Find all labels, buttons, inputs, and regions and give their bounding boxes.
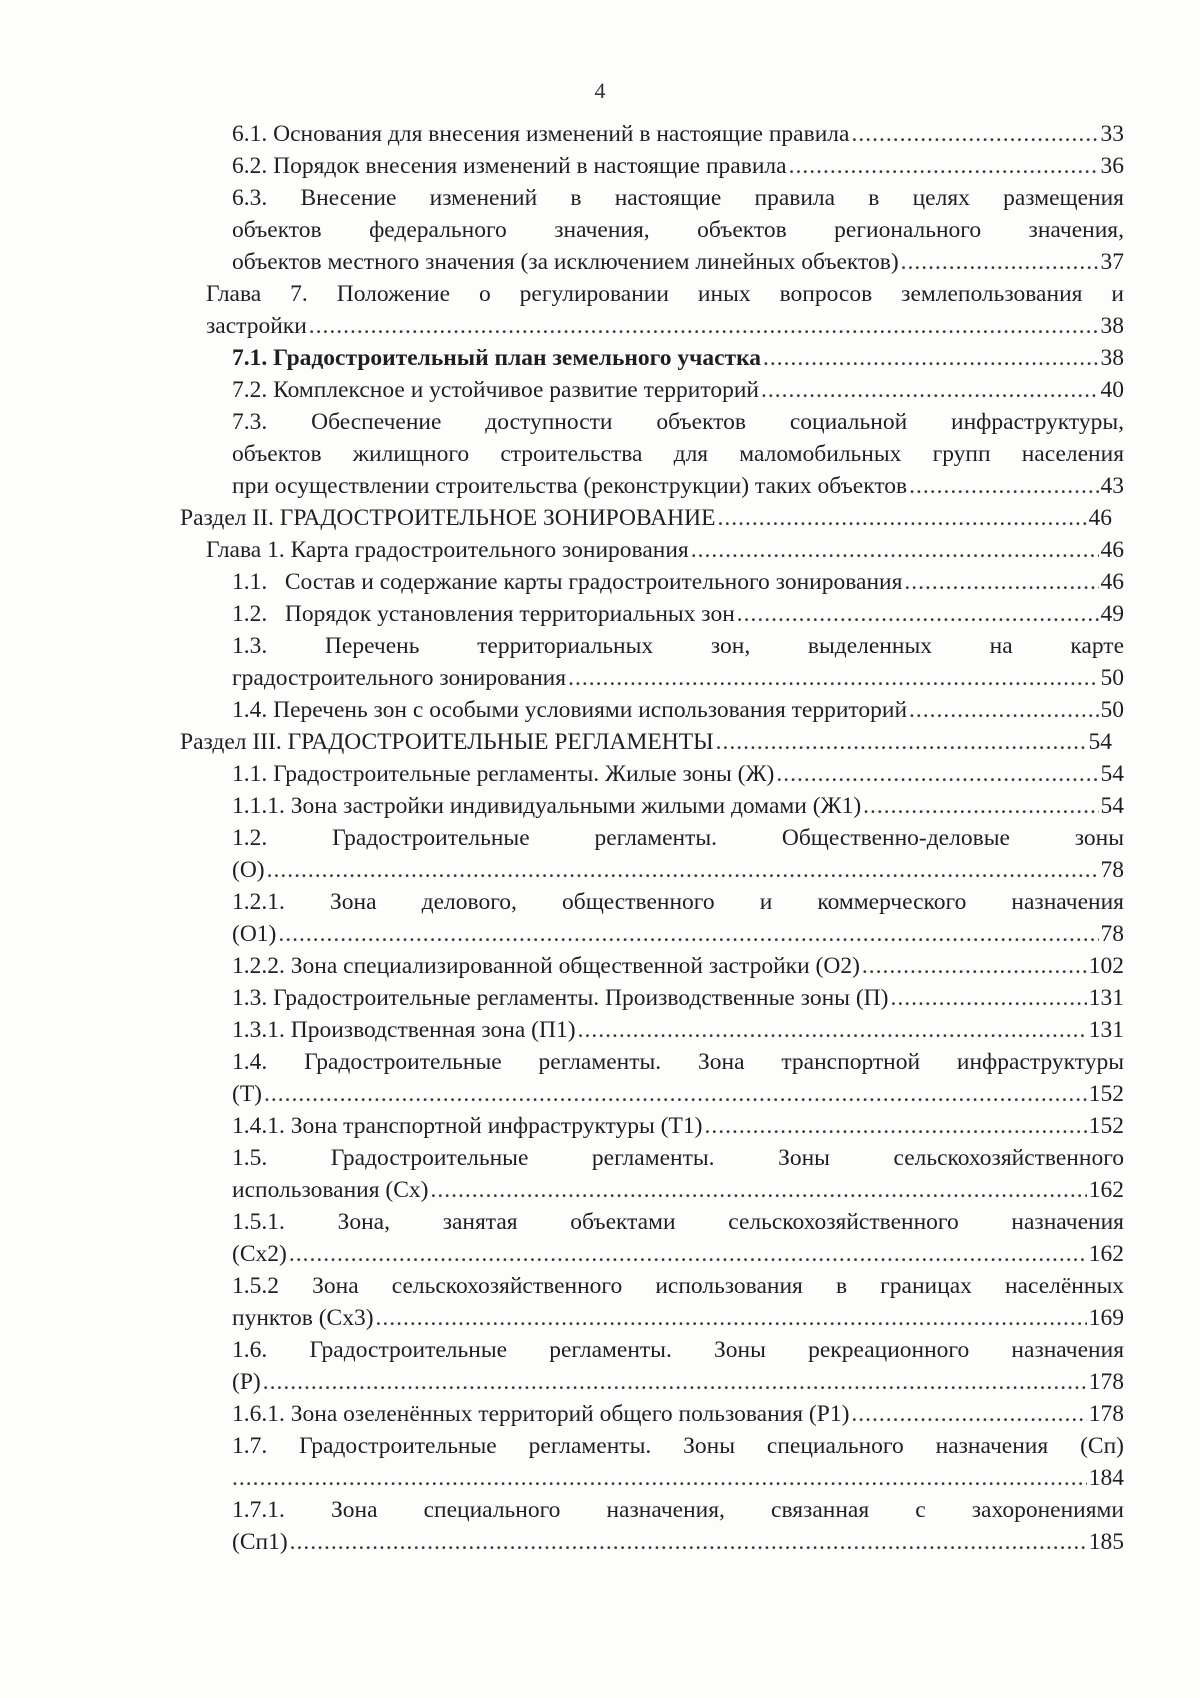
- toc-entry-title: 1.4.1. Зона транспортной инфраструктуры (Т1): [232, 1113, 703, 1139]
- toc-page-number: 38: [1100, 345, 1124, 371]
- toc-entry-line: 1.5.2 Зона сельскохозяйственного использования в границах населённых: [232, 1273, 1124, 1299]
- toc-dot-leader: [737, 598, 1099, 630]
- toc-entry-title: 1.3.1. Производственная зона (П1): [232, 1017, 576, 1043]
- toc-dot-leader: [909, 694, 1098, 726]
- toc-page-number: 37: [1100, 249, 1124, 275]
- toc-page-number: 46: [1100, 537, 1124, 563]
- toc-entry: [232, 598, 1124, 630]
- toc-dot-leader: [904, 566, 1098, 598]
- toc-entry-line: Глава 7. Положение о регулировании иных вопросов землепользования и: [206, 281, 1124, 307]
- toc-dot-leader: [789, 150, 1099, 182]
- toc-entry: [232, 342, 1124, 374]
- toc-dot-leader: [568, 662, 1098, 694]
- toc-entry: [206, 278, 1124, 342]
- toc-entry-line: 1.2.1. Зона делового, общественного и коммерческого назначения: [232, 889, 1124, 915]
- toc-entry-title: использования (Сх): [232, 1177, 429, 1203]
- toc-dot-leader: [232, 1462, 1087, 1494]
- toc-entry: [232, 374, 1124, 406]
- toc-page-number: 50: [1100, 665, 1124, 691]
- toc-entry-title: 1.1. Градостроительные регламенты. Жилые зоны (Ж): [232, 761, 775, 787]
- toc-dot-leader: [290, 1526, 1087, 1558]
- toc-dot-leader: [263, 1366, 1087, 1398]
- toc-dot-leader: [763, 342, 1098, 374]
- toc-entry-title: 1.4. Перечень зон с особыми условиями использования территорий: [232, 697, 908, 723]
- toc-entry-title: 1.2. Порядок установления территориальных зон: [232, 601, 735, 627]
- toc-entry-title: застройки: [206, 313, 307, 339]
- toc-page-number: 46: [1088, 505, 1112, 531]
- toc-entry-line: 7.3. Обеспечение доступности объектов социальной инфраструктуры,: [232, 409, 1124, 435]
- toc-dot-leader: [578, 1014, 1087, 1046]
- toc-entry-title: 1.1.1. Зона застройки индивидуальными жилыми домами (Ж1): [232, 793, 862, 819]
- toc-dot-leader: [863, 790, 1098, 822]
- toc-dot-leader: [267, 854, 1099, 886]
- toc-dot-leader: [901, 246, 1099, 278]
- toc-page-number: 78: [1100, 857, 1124, 883]
- toc-page-number: 38: [1100, 313, 1124, 339]
- toc-entry-title: (О): [232, 857, 265, 883]
- toc-dot-leader: [890, 982, 1086, 1014]
- toc-entry-title: 1.3. Градостроительные регламенты. Производственные зоны (П): [232, 985, 889, 1011]
- toc-entry: [232, 1430, 1124, 1494]
- toc-entry-line: 1.3. Перечень территориальных зон, выделенных на карте: [232, 633, 1124, 659]
- toc-entry-title: 1.6.1. Зона озеленённых территорий общего пользования (Р1): [232, 1401, 850, 1427]
- toc-entry: [232, 1270, 1124, 1334]
- toc-page-number: 43: [1100, 473, 1124, 499]
- toc-page-number: 49: [1100, 601, 1124, 627]
- toc-page-number: 162: [1088, 1177, 1124, 1203]
- toc-entry-title: (О1): [232, 921, 277, 947]
- toc-entry: [232, 630, 1124, 694]
- toc-entry: [232, 1014, 1124, 1046]
- toc-page-number: 102: [1088, 953, 1124, 979]
- toc-entry: [232, 1494, 1124, 1558]
- toc-page-number: 178: [1088, 1401, 1124, 1427]
- toc-entry-title: 7.1. Градостроительный план земельного участка: [232, 345, 762, 371]
- toc-page-number: 152: [1088, 1081, 1124, 1107]
- toc-entry: [232, 694, 1124, 726]
- toc-dot-leader: [691, 534, 1099, 566]
- toc-dot-leader: [431, 1174, 1087, 1206]
- toc-entry: [232, 1334, 1124, 1398]
- toc-entry-line: 1.4. Градостроительные регламенты. Зона транспортной инфраструктуры: [232, 1049, 1124, 1075]
- toc-entry-title: пунктов (Сх3): [232, 1305, 374, 1331]
- toc-entry-title: (Т): [232, 1081, 263, 1107]
- toc-dot-leader: [278, 918, 1098, 950]
- toc-dot-leader: [376, 1302, 1087, 1334]
- toc-entry: [232, 566, 1124, 598]
- toc-entry-line: объектов федерального значения, объектов регионального значения,: [232, 217, 1124, 243]
- toc-dot-leader: [776, 758, 1098, 790]
- toc-entry: [232, 118, 1124, 150]
- toc-entry: [232, 1046, 1124, 1110]
- toc-entry-title: 1.2.2. Зона специализированной общественной застройки (О2): [232, 953, 860, 979]
- toc-page-number: 46: [1100, 569, 1124, 595]
- toc-entry-line: 1.7.1. Зона специального назначения, связанная с захоронениями: [232, 1497, 1124, 1523]
- toc-entry-title: (Сп1): [232, 1529, 288, 1555]
- toc-entry: [206, 534, 1124, 566]
- toc-dot-leader: [309, 310, 1099, 342]
- toc-dot-leader: [862, 950, 1087, 982]
- toc-dot-leader: [909, 470, 1098, 502]
- toc-dot-leader: [717, 502, 1086, 534]
- toc-entry: [232, 182, 1124, 278]
- page-number: 4: [594, 78, 606, 103]
- toc-entry-title: 6.2. Порядок внесения изменений в настоящие правила: [232, 153, 787, 179]
- toc-entry: [232, 1398, 1124, 1430]
- toc-entry: [232, 150, 1124, 182]
- toc-dot-leader: [851, 118, 1098, 150]
- toc-page-number: 33: [1100, 121, 1124, 147]
- toc-entry-title: Глава 1. Карта градостроительного зонирования: [206, 537, 689, 563]
- toc-page-number: 36: [1100, 153, 1124, 179]
- toc-entry: [232, 886, 1124, 950]
- toc-entry-title: 1.1. Состав и содержание карты градостроительного зонирования: [232, 569, 903, 595]
- toc-entry-line: 6.3. Внесение изменений в настоящие правила в целях размещения: [232, 185, 1124, 211]
- toc-dot-leader: [704, 1110, 1086, 1142]
- toc-page-number: 54: [1100, 761, 1124, 787]
- toc-entry-line: 1.6. Градостроительные регламенты. Зоны рекреационного назначения: [232, 1337, 1124, 1363]
- toc-page-number: 40: [1100, 377, 1124, 403]
- toc-page-number: 54: [1088, 729, 1112, 755]
- toc-entry-line: 1.2. Градостроительные регламенты. Общественно-деловые зоны: [232, 825, 1124, 851]
- toc-entry-title: Раздел III. ГРАДОСТРОИТЕЛЬНЫЕ РЕГЛАМЕНТЫ: [180, 729, 714, 755]
- toc-entry: [232, 982, 1124, 1014]
- toc-page-number: 178: [1088, 1369, 1124, 1395]
- toc-entry: [232, 1206, 1124, 1270]
- toc-page-number: 78: [1100, 921, 1124, 947]
- toc-entry: [180, 502, 1112, 534]
- toc-dot-leader: [851, 1398, 1086, 1430]
- toc-entry: [232, 1142, 1124, 1206]
- toc-dot-leader: [264, 1078, 1087, 1110]
- toc-entry: [232, 758, 1124, 790]
- toc-entry-title: 6.1. Основания для внесения изменений в настоящие правила: [232, 121, 850, 147]
- toc-entry-title: (Сх2): [232, 1241, 287, 1267]
- toc-dot-leader: [761, 374, 1099, 406]
- toc-entry: [232, 822, 1124, 886]
- toc-page-number: 54: [1100, 793, 1124, 819]
- toc-entry-title: (Р): [232, 1369, 261, 1395]
- toc-entry-title: Раздел II. ГРАДОСТРОИТЕЛЬНОЕ ЗОНИРОВАНИЕ: [180, 505, 716, 531]
- toc-entry: [180, 726, 1112, 758]
- toc-entry: [232, 406, 1124, 502]
- toc-entry: [232, 790, 1124, 822]
- toc-entry-title: при осуществлении строительства (реконструкции) таких объектов: [232, 473, 908, 499]
- toc-entry: [232, 950, 1124, 982]
- toc-dot-leader: [289, 1238, 1087, 1270]
- toc-page-number: 131: [1088, 985, 1124, 1011]
- toc-entry: [232, 1110, 1124, 1142]
- toc-entry-title: объектов местного значения (за исключением линейных объектов): [232, 249, 899, 275]
- toc-page-number: 184: [1088, 1465, 1124, 1491]
- toc-page-number: 162: [1088, 1241, 1124, 1267]
- toc-page-number: 131: [1088, 1017, 1124, 1043]
- toc-entry-line: 1.7. Градостроительные регламенты. Зоны специального назначения (Сп): [232, 1433, 1124, 1459]
- toc-dot-leader: [716, 726, 1087, 758]
- toc-page-number: 50: [1100, 697, 1124, 723]
- toc-page-number: 169: [1088, 1305, 1124, 1331]
- toc-entry-line: 1.5.1. Зона, занятая объектами сельскохозяйственного назначения: [232, 1209, 1124, 1235]
- toc-page-number: 185: [1088, 1529, 1124, 1555]
- toc-entry-line: объектов жилищного строительства для маломобильных групп населения: [232, 441, 1124, 467]
- toc-entry-title: градостроительного зонирования: [232, 665, 567, 691]
- toc-page-number: 152: [1088, 1113, 1124, 1139]
- toc-entry-title: 7.2. Комплексное и устойчивое развитие территорий: [232, 377, 759, 403]
- toc-entry-line: 1.5. Градостроительные регламенты. Зоны сельскохозяйственного: [232, 1145, 1124, 1171]
